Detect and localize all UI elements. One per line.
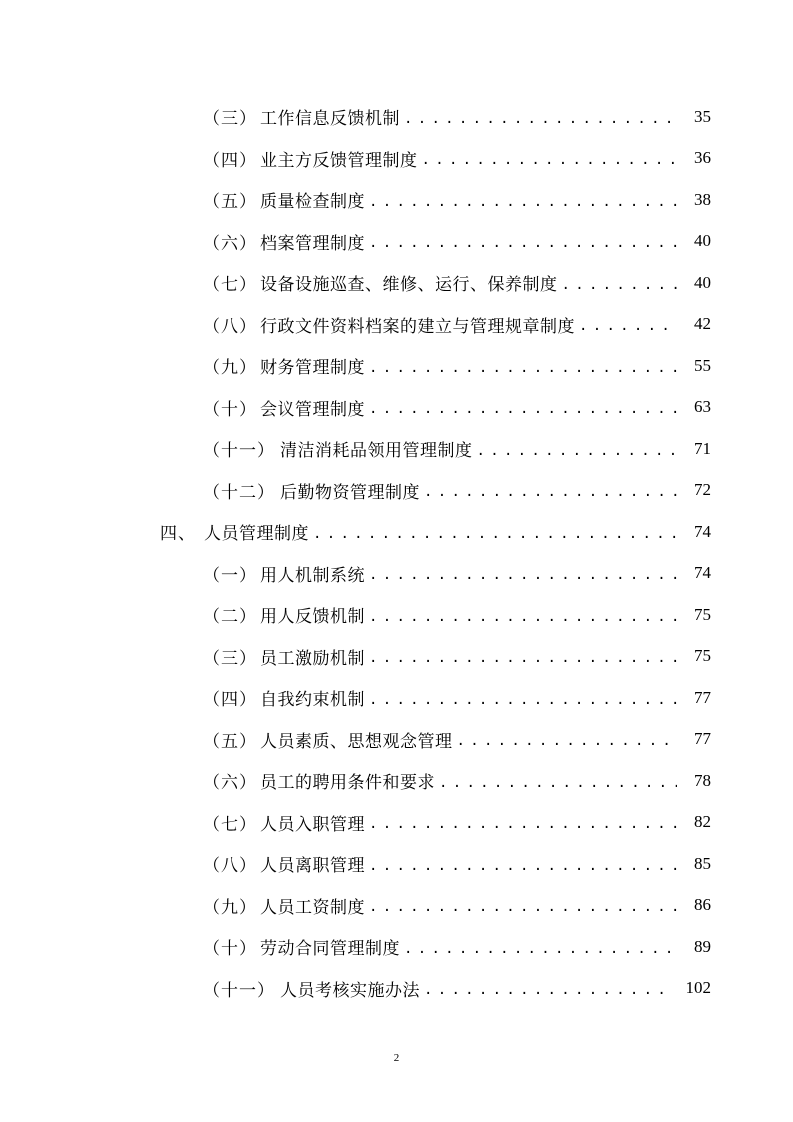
toc-entry[interactable] [0, 262, 793, 304]
toc-dot-leader [404, 111, 677, 127]
toc-dot-leader [422, 152, 678, 168]
toc-dot-leader [562, 277, 678, 293]
toc-entry[interactable] [0, 677, 793, 719]
toc-entry-title: 用人反馈机制 [260, 607, 365, 628]
toc-entry-title: 人员素质、思想观念管理 [260, 731, 453, 752]
toc-dot-leader [369, 567, 677, 583]
toc-entry-page: 38 [694, 189, 711, 209]
toc-entry-page: 75 [694, 646, 711, 666]
toc-entry-number: （九） [203, 897, 257, 918]
toc-entry-page: 86 [694, 895, 711, 915]
toc-dot-leader [477, 443, 678, 459]
toc-entry-page: 36 [694, 148, 711, 168]
toc-entry[interactable] [0, 760, 793, 802]
toc-entry[interactable] [0, 511, 793, 553]
toc-dot-leader [369, 609, 677, 625]
toc-entry-page: 74 [694, 563, 711, 583]
toc-entry-title: 清洁消耗品领用管理制度 [280, 441, 473, 462]
toc-entry-page: 102 [685, 978, 711, 998]
toc-entry-page: 71 [694, 438, 711, 458]
toc-entry[interactable] [0, 636, 793, 678]
toc-entry[interactable] [0, 719, 793, 761]
toc-entry-page: 40 [694, 272, 711, 292]
toc-entry-page: 75 [694, 604, 711, 624]
toc-entry[interactable] [0, 221, 793, 263]
toc-entry-number: （二） [203, 607, 257, 628]
toc-entry[interactable] [0, 428, 793, 470]
toc-entry-number: （八） [203, 316, 257, 337]
toc-entry-page: 63 [694, 397, 711, 417]
toc-entry-number: （六） [203, 773, 257, 794]
toc-dot-leader [369, 650, 677, 666]
toc-entry-number: （一） [203, 565, 257, 586]
toc-dot-leader [369, 194, 677, 210]
toc-dot-leader [369, 816, 677, 832]
toc-entry-title: 员工的聘用条件和要求 [260, 773, 435, 794]
toc-entry-number: （六） [203, 233, 257, 254]
toc-entry-title: 业主方反馈管理制度 [260, 150, 418, 171]
toc-entry[interactable] [0, 387, 793, 429]
table-of-contents [0, 96, 793, 1009]
toc-entry-page: 78 [694, 770, 711, 790]
toc-dot-leader [369, 360, 677, 376]
toc-entry-title: 自我约束机制 [260, 690, 365, 711]
toc-entry[interactable] [0, 926, 793, 968]
toc-entry-number: （十二） [203, 482, 275, 503]
toc-dot-leader [369, 401, 677, 417]
toc-entry-number: （三） [203, 648, 257, 669]
toc-entry-number: （十） [203, 399, 257, 420]
toc-entry-title: 人员考核实施办法 [280, 980, 420, 1001]
toc-entry-title: 人员工资制度 [260, 897, 365, 918]
toc-entry-title: 人员管理制度 [204, 524, 309, 545]
page-number: 2 [393, 1052, 400, 1064]
toc-entry-page: 82 [694, 812, 711, 832]
toc-entry-number: （九） [203, 358, 257, 379]
toc-entry-page: 35 [694, 106, 711, 126]
toc-entry-page: 42 [694, 314, 711, 334]
toc-dot-leader [369, 899, 677, 915]
toc-entry[interactable] [0, 802, 793, 844]
toc-entry-number: （十一） [203, 441, 275, 462]
toc-entry-title: 档案管理制度 [260, 233, 365, 254]
toc-dot-leader [369, 692, 677, 708]
toc-dot-leader [424, 484, 677, 500]
toc-entry-title: 后勤物资管理制度 [280, 482, 420, 503]
toc-entry[interactable] [0, 345, 793, 387]
toc-entry-number: （十一） [203, 980, 275, 1001]
toc-dot-leader [369, 235, 677, 251]
toc-entry[interactable] [0, 594, 793, 636]
toc-entry-number: 四、 [160, 524, 196, 545]
toc-entry-number: （五） [203, 192, 257, 213]
toc-entry-number: （七） [203, 275, 257, 296]
toc-entry[interactable] [0, 179, 793, 221]
toc-entry-page: 77 [694, 687, 711, 707]
toc-entry[interactable] [0, 304, 793, 346]
toc-entry[interactable] [0, 885, 793, 927]
toc-entry[interactable] [0, 553, 793, 595]
toc-entry[interactable] [0, 138, 793, 180]
toc-entry-number: （七） [203, 814, 257, 835]
toc-entry-number: （十） [203, 939, 257, 960]
toc-entry-title: 工作信息反馈机制 [260, 109, 400, 130]
toc-entry-title: 行政文件资料档案的建立与管理规章制度 [260, 316, 575, 337]
toc-dot-leader [579, 318, 677, 334]
toc-entry-title: 人员入职管理 [260, 814, 365, 835]
toc-entry[interactable] [0, 968, 793, 1010]
toc-entry-title: 人员离职管理 [260, 856, 365, 877]
toc-entry-number: （八） [203, 856, 257, 877]
toc-entry-number: （四） [203, 690, 257, 711]
toc-entry-title: 财务管理制度 [260, 358, 365, 379]
toc-entry-title: 质量检查制度 [260, 192, 365, 213]
toc-entry-page: 40 [694, 231, 711, 251]
toc-entry-title: 员工激励机制 [260, 648, 365, 669]
toc-dot-leader [424, 982, 673, 998]
toc-dot-leader [439, 775, 677, 791]
toc-entry-title: 会议管理制度 [260, 399, 365, 420]
toc-entry-page: 72 [694, 480, 711, 500]
toc-entry-number: （三） [203, 109, 257, 130]
toc-dot-leader [404, 941, 677, 957]
toc-entry-page: 85 [694, 853, 711, 873]
toc-dot-leader [457, 733, 678, 749]
toc-entry-number: （五） [203, 731, 257, 752]
toc-dot-leader [313, 526, 677, 542]
toc-entry-title: 用人机制系统 [260, 565, 365, 586]
toc-entry-page: 55 [694, 355, 711, 375]
toc-entry-number: （四） [203, 150, 257, 171]
toc-entry-page: 77 [694, 729, 711, 749]
toc-entry-page: 89 [694, 936, 711, 956]
toc-entry-title: 劳动合同管理制度 [260, 939, 400, 960]
toc-entry-title: 设备设施巡查、维修、运行、保养制度 [260, 275, 558, 296]
toc-entry[interactable] [0, 470, 793, 512]
toc-dot-leader [369, 858, 677, 874]
toc-entry[interactable] [0, 843, 793, 885]
toc-entry[interactable] [0, 96, 793, 138]
toc-entry-page: 74 [694, 521, 711, 541]
